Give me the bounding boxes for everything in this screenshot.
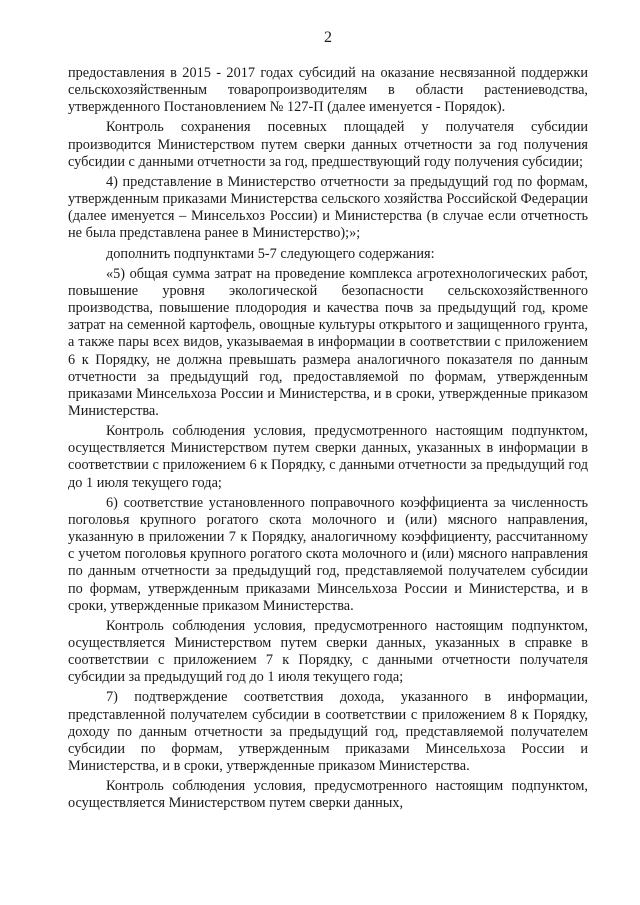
- paragraph-7: 6) соответствие установленного поправочного коэффициента за численность поголовья крупного рогатого скота молочного и (или) мясного направления, указанную в приложении 7 к Порядку, аналогичному коэффициенту, рассчитанному с учетом поголовья крупного рогатого скота молочного и (или) мясного направления по данным отчетности за предыдущий год, представляемой получателем субсидии по формам, утвержденным приказами Минсельхоза России и Министерства, и в сроки, утвержденные приказом Министерства.: [68, 494, 588, 614]
- paragraph-2: Контроль сохранения посевных площадей у получателя субсидии производится Министерством путем сверки данных отчетности за год получения субсидии с данными отчетности за год, предшествующий году получения субсидии;: [68, 119, 588, 170]
- paragraph-6: Контроль соблюдения условия, предусмотренного настоящим подпунктом, осуществляется Министерством путем сверки данных, указанных в информации в соответствии с приложением 6 к Порядку, с данными отчетности за предыдущий год до 1 июля текущего года;: [68, 423, 588, 491]
- paragraph-4: дополнить подпунктами 5-7 следующего содержания:: [106, 245, 435, 262]
- paragraph-9: 7) подтверждение соответствия дохода, указанного в информации, представленной получателем субсидии в соответствии с приложением 8 к Порядку, доходу по данным отчетности за предыдущий год, представляемой получателем субсидии по формам, утвержденным приказами Минсельхоза России и Министерства, и в сроки, утвержденные приказом Министерства.: [68, 689, 588, 775]
- paragraph-10: Контроль соблюдения условия, предусмотренного настоящим подпунктом, осуществляется Министерством путем сверки данных,: [68, 778, 588, 812]
- paragraph-3: 4) представление в Министерство отчетности за предыдущий год по формам, утвержденным приказами Министерства сельского хозяйства Российской Федерации (далее именуется – Минсельхоз России) и Министерства (в случае если отчетность не была представлена ранее в Министерство);»;: [68, 173, 588, 242]
- document-body: [68, 65, 588, 813]
- paragraph-1: предоставления в 2015 - 2017 годах субсидий на оказание несвязанной поддержки сельскохозяйственным товаропроизводителям в области растениеводства, утвержденного Постановлением № 127-П (далее именуется - Порядок).: [68, 65, 588, 116]
- paragraph-8: Контроль соблюдения условия, предусмотренного настоящим подпунктом, осуществляется Министерством путем сверки данных, указанных в справке в соответствии с приложением 7 к Порядку, с данными отчетности получателя субсидии за предыдущий год до 1 июля текущего года;: [68, 617, 588, 686]
- page-number: 2: [324, 29, 332, 46]
- paragraph-5: «5) общая сумма затрат на проведение комплекса агротехнологических работ, повышение уровня экологической безопасности сельскохозяйственного производства, повышение плодородия и качества почв за предыдущий год, кроме затрат на семенной картофель, овощные культуры открытого и защищенного грунта, а также пары всех видов, указываемая в информации в соответствии с приложением 6 к Порядку, не должна превышать размера аналогичного показателя по данным отчетности за предыдущий год, предоставляемой по формам, утвержденным приказами Минсельхоза России и Министерства, и в сроки, утвержденные приказом Министерства.: [68, 265, 588, 419]
